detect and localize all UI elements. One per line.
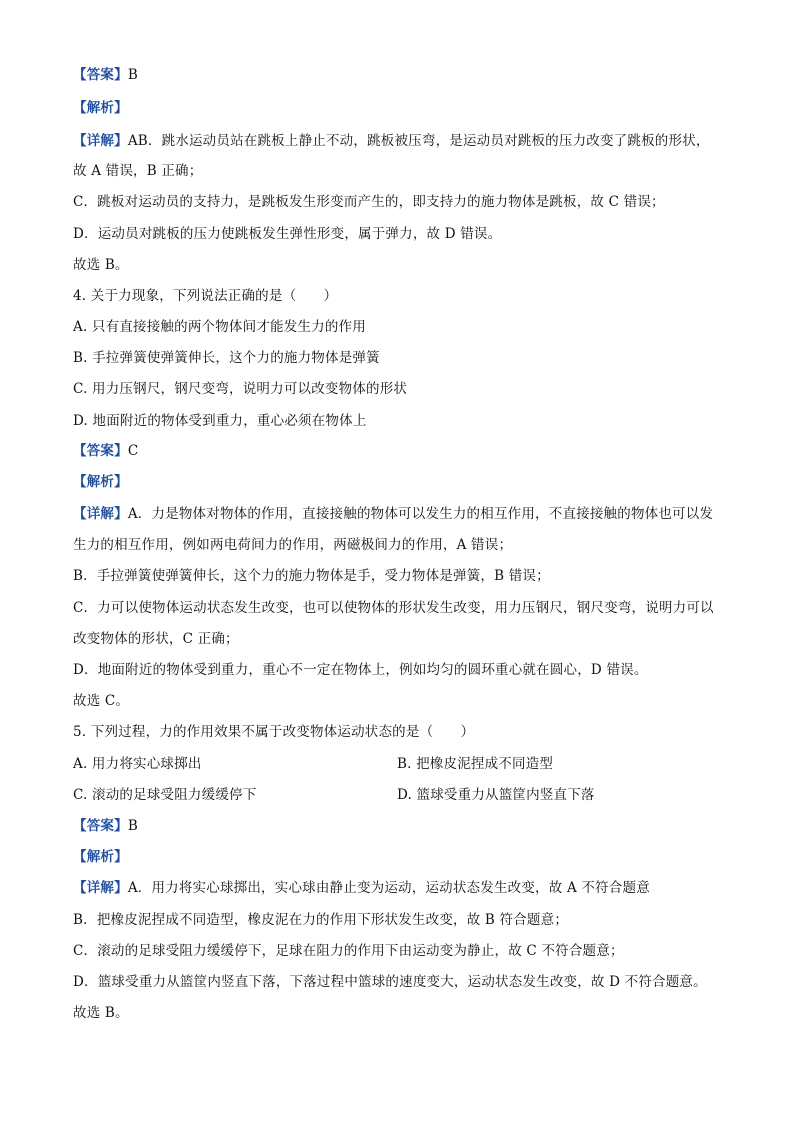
detail-tag: 【详解】 xyxy=(73,880,128,896)
answer-tag: 【答案】 xyxy=(73,67,128,83)
analysis-tag: 【解析】 xyxy=(73,100,128,116)
q5-stem: 5. 下列过程，力的作用效果不属于改变物体运动状态的是（ ） xyxy=(73,724,475,740)
q4-option-a: A. 只有直接接触的两个物体间才能发生力的作用 xyxy=(73,319,366,335)
detail-text: 故 A 错误，B 正确； xyxy=(73,163,203,179)
q4-detail-line xyxy=(73,505,713,523)
q4-option-d: D. 地面附近的物体受到重力，重心必须在物体上 xyxy=(73,413,367,429)
answer-value: B xyxy=(127,67,138,83)
q4-option-b: B. 手拉弹簧使弹簧伸长，这个力的施力物体是弹簧 xyxy=(73,350,380,366)
analysis-tag: 【解析】 xyxy=(73,474,128,490)
q4-analysis-line xyxy=(73,473,128,491)
q5-option-d: D. 篮球受重力从篮筐内竖直下落 xyxy=(397,787,595,803)
q3-answer-line xyxy=(73,66,138,84)
q5-option-a: A. 用力将实心球掷出 xyxy=(73,756,202,772)
answer-tag: 【答案】 xyxy=(73,443,128,459)
detail-text: B．把橡皮泥捏成不同造型，橡皮泥在力的作用下形状发生改变，故 B 符合题意； xyxy=(73,912,569,928)
analysis-tag: 【解析】 xyxy=(73,849,128,865)
q4-stem: 4. 关于力现象，下列说法正确的是（ ） xyxy=(73,288,338,304)
detail-text: C．滚动的足球受阻力缓缓停下，足球在阻力的作用下由运动变为静止，故 C 不符合题意； xyxy=(73,943,624,959)
q5-option-c: C. 滚动的足球受阻力缓缓停下 xyxy=(73,787,257,803)
detail-text: 改变物体的形状，C 正确； xyxy=(73,631,239,647)
detail-tag: 【详解】 xyxy=(73,133,128,149)
q4-option-c: C. 用力压钢尺，钢尺变弯，说明力可以改变物体的形状 xyxy=(73,381,408,397)
q5-option-b: B. 把橡皮泥捏成不同造型 xyxy=(397,756,554,772)
q5-detail-line xyxy=(73,879,650,897)
detail-text: C．力可以使物体运动状态发生改变，也可以使物体的形状发生改变，用力压钢尺，钢尺变弯，说明力可以 xyxy=(73,600,714,616)
answer-value: B xyxy=(127,818,138,834)
q5-answer-line xyxy=(73,817,138,835)
detail-text: AB．跳水运动员站在跳板上静止不动，跳板被压弯，是运动员对跳板的压力改变了跳板的形状， xyxy=(127,133,710,149)
detail-text: A．用力将实心球掷出，实心球由静止变为运动，运动状态发生改变，故 A 不符合题意 xyxy=(127,880,650,896)
q3-analysis-line xyxy=(73,99,128,117)
conclusion-text: 故选 C。 xyxy=(73,693,130,709)
detail-tag: 【详解】 xyxy=(73,506,128,522)
q5-analysis-line xyxy=(73,848,128,866)
detail-text: D．运动员对跳板的压力使跳板发生弹性形变，属于弹力，故 D 错误。 xyxy=(73,226,502,242)
detail-text: C．跳板对运动员的支持力，是跳板发生形变而产生的，即支持力的施力物体是跳板，故 C 错误； xyxy=(73,194,665,210)
conclusion-text: 故选 B。 xyxy=(73,1005,129,1021)
detail-text: D．地面附近的物体受到重力，重心不一定在物体上，例如均匀的圆环重心就在圆心，D 错误。 xyxy=(73,662,648,678)
detail-text: B．手拉弹簧使弹簧伸长，这个力的施力物体是手，受力物体是弹簧，B 错误； xyxy=(73,568,550,584)
detail-text: A．力是物体对物体的作用，直接接触的物体可以发生力的相互作用，不直接接触的物体也可以发 xyxy=(127,506,714,522)
answer-tag: 【答案】 xyxy=(73,818,128,834)
q3-detail-line xyxy=(73,132,710,150)
detail-text: 生力的相互作用，例如两电荷间力的作用，两磁极间力的作用，A 错误； xyxy=(73,537,513,553)
detail-text: D．篮球受重力从篮筐内竖直下落，下落过程中篮球的速度变大，运动状态发生改变，故 D 不符合题意。 xyxy=(73,974,707,990)
q4-answer-line xyxy=(73,442,138,460)
answer-value: C xyxy=(127,443,139,459)
conclusion-text: 故选 B。 xyxy=(73,257,129,273)
